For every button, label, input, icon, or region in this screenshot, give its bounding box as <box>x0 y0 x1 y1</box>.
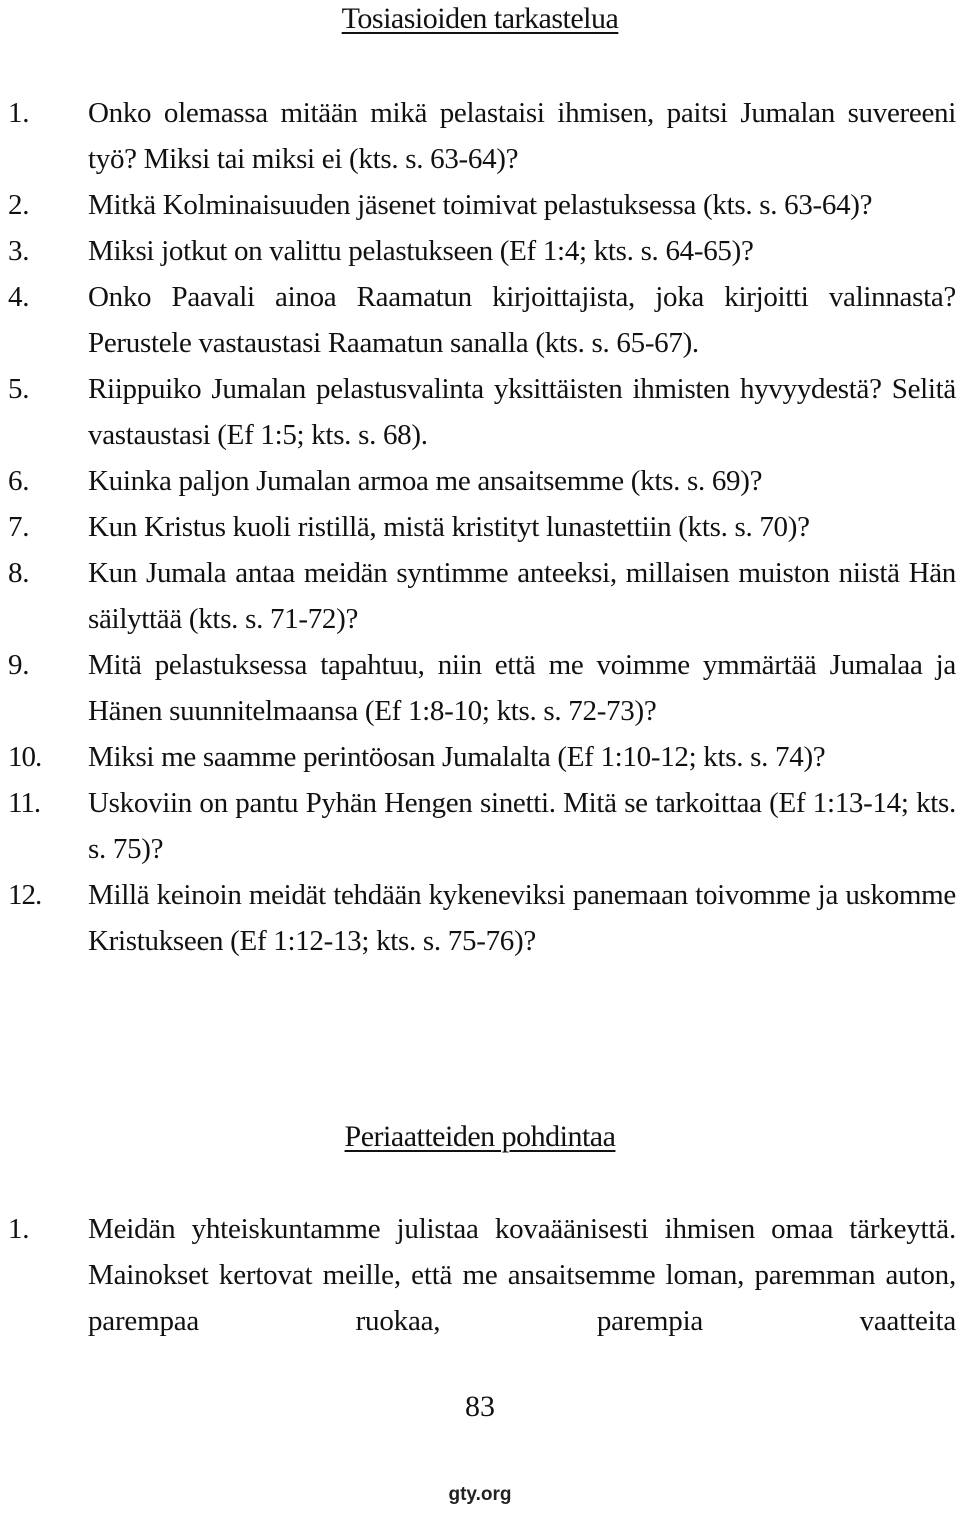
question-item <box>8 872 956 964</box>
question-item <box>8 274 956 366</box>
question-number: 3. <box>8 235 30 267</box>
question-number: 6. <box>8 465 30 497</box>
question-text: Uskoviin on pantu Pyhän Hengen sinetti. Mitä se tarkoittaa (Ef 1:13-14; kts. s. 75)? <box>88 787 956 865</box>
question-number: 9. <box>8 649 30 681</box>
question-list <box>8 90 956 964</box>
question-item <box>8 734 956 780</box>
question-text: Miksi me saamme perintöosan Jumalalta (Ef 1:10-12; kts. s. 74)? <box>88 741 826 773</box>
principle-number: 1. <box>8 1213 30 1245</box>
principle-list <box>8 1206 956 1344</box>
question-item <box>8 90 956 182</box>
question-text: Mitkä Kolminaisuuden jäsenet toimivat pelastuksessa (kts. s. 63-64)? <box>88 189 873 221</box>
question-number: 8. <box>8 557 30 589</box>
question-item <box>8 780 956 872</box>
question-number: 12. <box>8 879 42 911</box>
question-text: Onko olemassa mitään mikä pelastaisi ihmisen, paitsi Jumalan suvereeni työ? Miksi tai miksi ei (kts. s. 63-64)? <box>88 97 956 175</box>
principle-item <box>8 1206 956 1344</box>
question-number: 2. <box>8 189 30 221</box>
footer-source: gty.org <box>448 1484 512 1505</box>
question-item <box>8 550 956 642</box>
question-item <box>8 228 956 274</box>
question-number: 7. <box>8 511 30 543</box>
question-number: 11. <box>8 787 41 819</box>
question-text: Kun Jumala antaa meidän syntimme anteeksi, millaisen muiston niistä Hän säilyttää (kts. s. 71-72)? <box>88 557 956 635</box>
question-text: Kun Kristus kuoli ristillä, mistä kristityt lunastettiin (kts. s. 70)? <box>88 511 810 543</box>
question-number: 10. <box>8 741 42 773</box>
question-number: 5. <box>8 373 30 405</box>
question-item <box>8 458 956 504</box>
page-number: 83 <box>465 1390 495 1423</box>
question-text: Miksi jotkut on valittu pelastukseen (Ef 1:4; kts. s. 64-65)? <box>88 235 754 267</box>
question-text: Millä keinoin meidät tehdään kykeneviksi panemaan toivomme ja uskomme Kristukseen (Ef 1:12-13; kts. s. 75-76)? <box>88 879 956 957</box>
question-item <box>8 182 956 228</box>
question-number: 1. <box>8 97 30 129</box>
section-title-facts: Tosiasioiden tarkastelua <box>341 2 619 35</box>
section-title-principles: Periaatteiden pohdintaa <box>344 1120 616 1153</box>
question-text: Mitä pelastuksessa tapahtuu, niin että me voimme ymmärtää Jumalaa ja Hänen suunnitelmaansa (Ef 1:8-10; kts. s. 72-73)? <box>88 649 956 727</box>
question-number: 4. <box>8 281 30 313</box>
principle-text: Meidän yhteiskuntamme julistaa kovaäänisesti ihmisen omaa tärkeyttä. Mainokset kertovat meille, että me ansaitsemme loman, paremman auton, parempaa ruokaa, parempia vaatteita <box>88 1213 956 1337</box>
question-item <box>8 366 956 458</box>
question-item <box>8 642 956 734</box>
question-item <box>8 504 956 550</box>
question-text: Riippuiko Jumalan pelastusvalinta yksittäisten ihmisten hyvyydestä? Selitä vastaustasi (Ef 1:5; kts. s. 68). <box>88 373 956 451</box>
question-text: Kuinka paljon Jumalan armoa me ansaitsemme (kts. s. 69)? <box>88 465 763 497</box>
question-text: Onko Paavali ainoa Raamatun kirjoittajista, joka kirjoitti valinnasta? Perustele vastaustasi Raamatun sanalla (kts. s. 65-67). <box>88 281 956 359</box>
